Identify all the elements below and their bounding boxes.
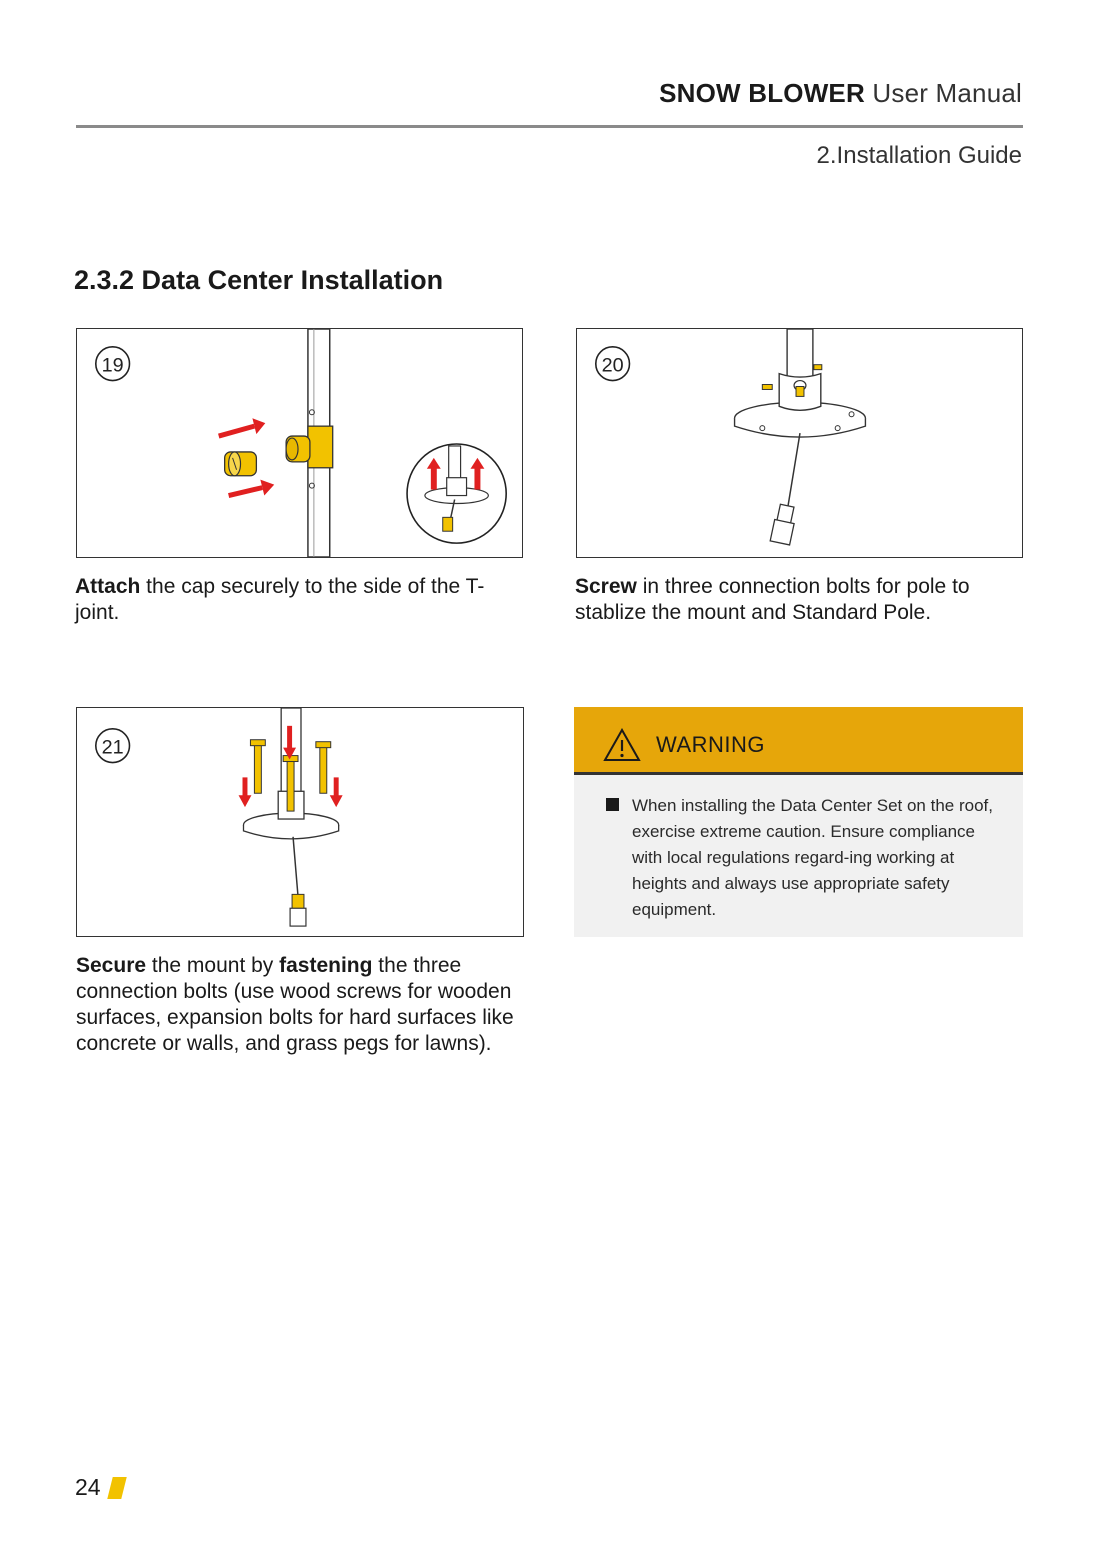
manual-product-name: SNOW BLOWER [659,78,865,108]
step-20-caption [575,574,1035,626]
step-19-illustration [76,328,523,558]
caption-action: Screw [575,575,637,598]
warning-header [574,707,1023,775]
header-divider [76,125,1023,128]
step-number: 20 [601,354,624,377]
bullet-icon [606,798,619,811]
chapter-label: 2.Installation Guide [816,142,1022,169]
cap-attach-diagram [77,329,522,557]
step-number: 21 [101,736,124,759]
page-number: 24 [75,1474,101,1500]
caption-action: Secure [76,954,147,977]
step-number: 19 [101,354,124,377]
step-21-illustration [76,707,524,937]
warning-triangle-icon [603,728,641,762]
manual-doc-type: User Manual [872,78,1022,108]
step-20-illustration [576,328,1023,558]
warning-body [574,775,1023,923]
caption-text: the mount by [146,954,280,977]
warning-box [574,707,1023,937]
caption-action-2: fastening [279,954,373,977]
page-accent-mark [107,1477,126,1499]
caption-action: Attach [75,575,141,598]
section-title: 2.3.2 Data Center Installation [74,265,444,295]
step-19-caption [75,574,525,626]
caption-text-2: the three connection bolts (use wood screws for wooden surfaces, expansion bolts for hard surfaces like concrete or walls, and grass pegs for lawns). [76,954,514,1055]
warning-text: When installing the Data Center Set on the roof, exercise extreme caution. Ensure compliance with local regulations regard-ing working at heights and always use appropriate safety equipment. [632,796,993,919]
header-title [659,78,1022,109]
warning-label: WARNING [656,732,766,757]
mount-screw-diagram [577,329,1022,557]
mount-fasten-diagram [77,708,523,936]
caption-text: the cap securely to the side of the T-joint. [75,575,485,624]
caption-text: in three connection bolts for pole to stablize the mount and Standard Pole. [575,575,970,624]
step-21-caption [76,953,521,1057]
